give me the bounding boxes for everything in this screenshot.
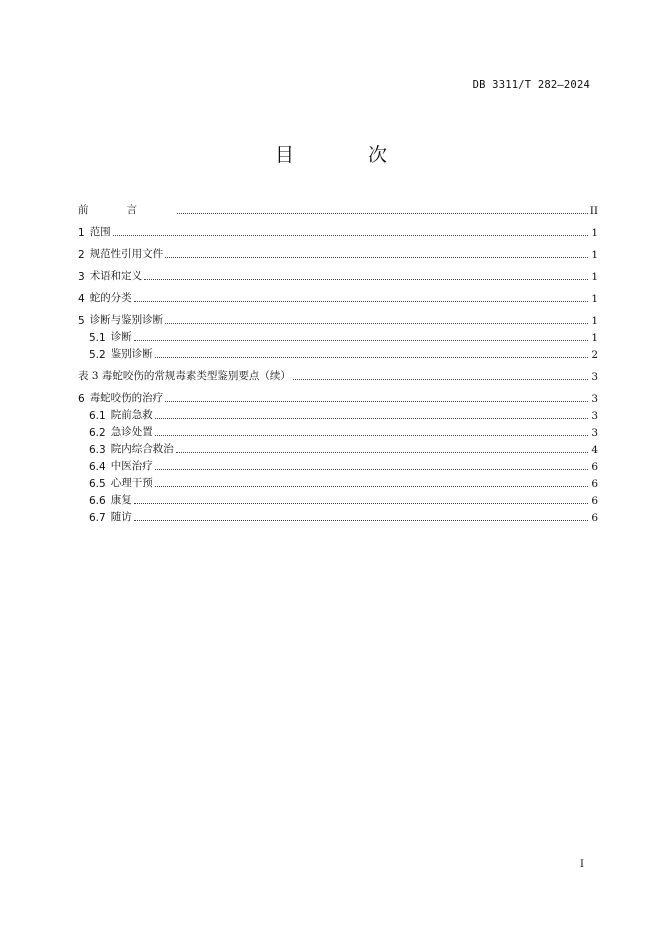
toc-entry-label: 中医治疗 xyxy=(110,460,153,472)
toc-dot-leader xyxy=(165,323,588,324)
toc-entry-page: 6 xyxy=(591,461,598,473)
document-code: DB 3311/T 282—2024 xyxy=(472,79,590,91)
toc-entry-number: 2 xyxy=(78,249,85,261)
toc-entry-label: 术语和定义 xyxy=(89,270,143,282)
toc-entry-number: 6.6 xyxy=(89,495,106,507)
toc-entry-label: 毒蛇咬伤的治疗 xyxy=(89,392,164,404)
toc-dot-leader xyxy=(155,357,588,358)
toc-entry-label: 心理干预 xyxy=(110,477,153,489)
toc-entry-page: 3 xyxy=(591,410,598,422)
toc-entry[interactable] xyxy=(78,288,598,305)
toc-entry-number: 6.2 xyxy=(89,427,106,439)
toc-entry-label: 范围 xyxy=(89,226,111,238)
toc-entry-label: 表 3 毒蛇咬伤的常规毒素类型鉴别要点（续） xyxy=(78,370,291,382)
toc-entry-page: 4 xyxy=(591,444,598,456)
toc-entry-page: 6 xyxy=(591,478,598,490)
toc-entry-label: 院前急救 xyxy=(110,409,153,421)
toc-dot-leader xyxy=(155,469,588,470)
toc-dot-leader xyxy=(165,401,588,402)
toc-entry-number: 5.1 xyxy=(89,332,106,344)
toc-entry-label: 蛇的分类 xyxy=(89,292,132,304)
toc-entry-number: 6 xyxy=(78,393,85,405)
toc-dot-leader xyxy=(155,435,588,436)
toc-entry[interactable] xyxy=(78,473,598,490)
toc-entry-page: 1 xyxy=(591,293,598,305)
toc-entry-number: 6.7 xyxy=(89,512,106,524)
toc-entry-page: 3 xyxy=(591,371,598,383)
toc-entry[interactable] xyxy=(78,456,598,473)
toc-entry[interactable] xyxy=(78,327,598,344)
toc-dot-leader xyxy=(165,257,588,258)
toc-dot-leader xyxy=(134,520,588,521)
toc-entry[interactable] xyxy=(78,405,598,422)
toc-dot-leader xyxy=(134,301,588,302)
toc-entry-number: 6.1 xyxy=(89,410,106,422)
toc-entry-label: 急诊处置 xyxy=(110,426,153,438)
toc-dot-leader xyxy=(176,452,588,453)
toc-entry-number: 6.5 xyxy=(89,478,106,490)
toc-dot-leader xyxy=(134,503,588,504)
toc-dot-leader xyxy=(113,235,588,236)
toc-entry-number: 6.4 xyxy=(89,461,106,473)
toc-entry-number: 3 xyxy=(78,271,85,283)
toc-entry-label: 诊断 xyxy=(110,331,132,343)
toc-entry[interactable] xyxy=(78,490,598,507)
toc-entry-page: 2 xyxy=(591,349,598,361)
toc-entry-page: II xyxy=(589,205,598,217)
toc-entry-page: 1 xyxy=(591,271,598,283)
toc-dot-leader xyxy=(155,486,588,487)
page-title: 目 次 xyxy=(274,144,422,166)
toc-dot-leader xyxy=(155,418,588,419)
toc-entry-label: 院内综合救治 xyxy=(110,443,174,455)
toc-entry-label: 随访 xyxy=(110,511,132,523)
toc-entry-page: 6 xyxy=(591,512,598,524)
toc-entry-number: 5.2 xyxy=(89,349,106,361)
toc-entry[interactable] xyxy=(78,388,598,405)
toc-entry-page: 3 xyxy=(591,427,598,439)
toc-entry[interactable] xyxy=(78,507,598,524)
toc-dot-leader xyxy=(144,279,588,280)
toc-entry-label: 前言 xyxy=(78,204,175,216)
toc-entry-page: 3 xyxy=(591,393,598,405)
toc-entry-label: 鉴别诊断 xyxy=(110,348,153,360)
toc-entry-label: 规范性引用文件 xyxy=(89,248,164,260)
toc-dot-leader xyxy=(293,379,588,380)
toc-entry[interactable] xyxy=(78,439,598,456)
toc-dot-leader xyxy=(134,340,588,341)
toc-entry[interactable] xyxy=(78,244,598,261)
toc-entry-label: 康复 xyxy=(110,494,132,506)
toc-entry-page: 1 xyxy=(591,249,598,261)
table-of-contents xyxy=(78,200,598,524)
toc-entry-number: 6.3 xyxy=(89,444,106,456)
toc-entry-page: 1 xyxy=(591,315,598,327)
toc-entry-page: 1 xyxy=(591,332,598,344)
toc-entry[interactable] xyxy=(78,422,598,439)
toc-entry[interactable] xyxy=(78,310,598,327)
toc-entry-number: 5 xyxy=(78,315,85,327)
toc-entry[interactable] xyxy=(78,200,598,217)
toc-entry-label: 诊断与鉴别诊断 xyxy=(89,314,164,326)
toc-dot-leader xyxy=(177,213,588,214)
toc-entry-number: 1 xyxy=(78,227,85,239)
toc-entry-page: 6 xyxy=(591,495,598,507)
toc-entry[interactable] xyxy=(78,222,598,239)
toc-entry[interactable] xyxy=(78,366,598,383)
toc-entry-number: 4 xyxy=(78,293,85,305)
toc-entry[interactable] xyxy=(78,344,598,361)
page-number: I xyxy=(580,859,584,870)
toc-entry[interactable] xyxy=(78,266,598,283)
toc-entry-page: 1 xyxy=(591,227,598,239)
